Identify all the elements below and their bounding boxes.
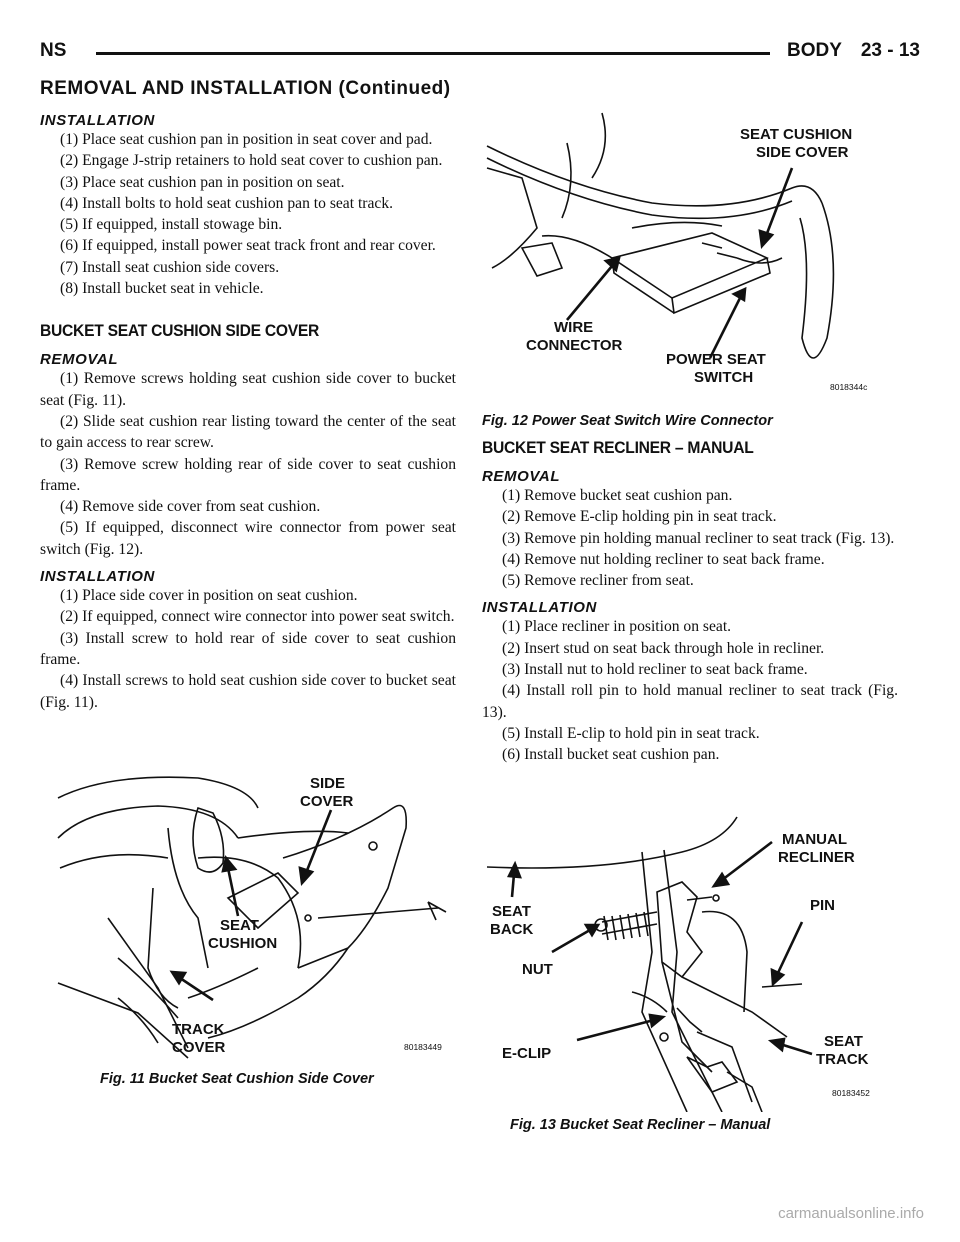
procedure-step: (5) Install E-clip to hold pin in seat track. <box>502 724 760 742</box>
fig13-label-seat-2: SEAT <box>824 1033 863 1050</box>
fig13-code: 80183452 <box>832 1088 870 1098</box>
procedure-step: (4) Install bolts to hold seat cushion pan to seat track. <box>60 194 394 212</box>
removal-subheading: REMOVAL <box>482 468 561 485</box>
fig11-label-track: TRACK <box>172 1021 225 1038</box>
figure-13-caption: Fig. 13 Bucket Seat Recliner – Manual <box>510 1117 771 1133</box>
procedure-step: (4) Remove nut holding recliner to seat back frame. <box>502 550 825 568</box>
procedure-step: (3) Place seat cushion pan in position on seat. <box>60 173 345 191</box>
fig12-label-switch: SWITCH <box>694 369 754 386</box>
procedure-step: (2) Remove E-clip holding pin in seat track. <box>502 508 777 526</box>
procedure-step: (1) Place side cover in position on seat cushion. <box>60 587 358 605</box>
procedure-step: (4) Install screws to hold seat cushion side cover to bucket seat (Fig. 11). <box>40 672 456 711</box>
fig11-label-side: SIDE <box>310 775 346 792</box>
procedure-step: (2) If equipped, connect wire connector into power seat switch. <box>60 608 455 626</box>
procedure-step: (8) Install bucket seat in vehicle. <box>60 280 264 298</box>
header-section: BODY <box>787 40 842 61</box>
procedure-step: (3) Remove pin holding manual recliner to seat track (Fig. 13). <box>502 529 895 547</box>
fig13-label-recliner: RECLINER <box>778 849 855 866</box>
page-header <box>40 40 920 74</box>
procedure-step: (2) Slide seat cushion rear listing toward the center of the seat to gain access to rear screw. <box>40 412 456 452</box>
watermark: carmanualsonline.info <box>778 1205 924 1222</box>
installation-subheading: INSTALLATION <box>40 568 155 586</box>
procedure-step: (3) Install screw to hold rear of side cover to seat cushion frame. <box>40 629 456 668</box>
procedure-step: (1) Place seat cushion pan in position in seat cover and pad. <box>60 131 433 148</box>
fig12-label-power-seat: POWER SEAT <box>666 351 766 368</box>
fig12-label-side-cover: SIDE COVER <box>756 144 849 161</box>
fig12-code: 8018344c <box>830 382 868 392</box>
side-cover-heading: BUCKET SEAT CUSHION SIDE COVER <box>40 321 320 341</box>
fig13-label-nut: NUT <box>522 961 553 978</box>
fig13-label-seat: SEAT <box>492 903 531 920</box>
figure-12-caption: Fig. 12 Power Seat Switch Wire Connector <box>482 413 773 429</box>
fig12-label-connector: CONNECTOR <box>526 337 623 354</box>
procedure-step: (3) Install nut to hold recliner to seat back frame. <box>502 661 808 679</box>
procedure-step: (7) Install seat cushion side covers. <box>60 258 280 276</box>
recliner-heading: BUCKET SEAT RECLINER – MANUAL <box>482 438 754 457</box>
left-column <box>40 112 456 713</box>
procedure-step: (5) If equipped, disconnect wire connector from power seat switch (Fig. 12). <box>40 519 456 558</box>
fig13-label-e-clip: E-CLIP <box>502 1045 552 1062</box>
right-column <box>482 438 898 766</box>
fig13-label-pin: PIN <box>810 897 836 914</box>
figure-11-illustration <box>48 768 458 1068</box>
procedure-step: (2) Insert stud on seat back through hole in recliner. <box>502 639 825 657</box>
figure-12-illustration <box>482 108 902 400</box>
procedure-step: (1) Remove screws holding seat cushion side cover to bucket seat (Fig. 11). <box>40 370 456 409</box>
procedure-step: (1) Place recliner in position on seat. <box>502 618 732 636</box>
header-right <box>773 40 920 62</box>
fig12-label-seat-cushion: SEAT CUSHION <box>740 126 853 143</box>
fig13-label-track: TRACK <box>816 1051 869 1068</box>
procedure-step: (5) If equipped, install stowage bin. <box>60 216 283 234</box>
fig11-code: 80183449 <box>404 1042 442 1052</box>
removal-subheading: REMOVAL <box>40 351 119 369</box>
procedure-step: (1) Remove bucket seat cushion pan. <box>502 487 733 504</box>
installation-subheading: INSTALLATION <box>482 599 597 617</box>
fig11-label-cover: COVER <box>300 793 354 810</box>
fig11-label-seat: SEAT <box>220 917 259 934</box>
fig12-label-wire: WIRE <box>554 319 594 336</box>
figure-13-illustration <box>482 812 902 1112</box>
procedure-step: (6) Install bucket seat cushion pan. <box>502 746 720 764</box>
fig11-label-track-cover: COVER <box>172 1039 226 1056</box>
running-head: REMOVAL AND INSTALLATION (Continued) <box>40 78 451 99</box>
procedure-step: (4) Install roll pin to hold manual recliner to seat track (Fig. 13). <box>482 682 898 721</box>
installation-subheading: INSTALLATION <box>40 112 155 129</box>
fig13-label-back: BACK <box>490 921 534 938</box>
procedure-step: (5) Remove recliner from seat. <box>502 572 694 590</box>
header-model-code: NS <box>40 40 67 61</box>
header-page-number: 23 - 13 <box>860 40 920 61</box>
header-rule <box>96 52 770 55</box>
figure-11-caption: Fig. 11 Bucket Seat Cushion Side Cover <box>100 1071 374 1087</box>
procedure-step: (6) If equipped, install power seat track front and rear cover. <box>60 237 436 255</box>
fig11-label-cushion: CUSHION <box>208 935 278 952</box>
procedure-step: (2) Engage J-strip retainers to hold seat cover to cushion pan. <box>60 152 443 170</box>
procedure-step: (4) Remove side cover from seat cushion. <box>60 498 321 516</box>
fig13-label-manual: MANUAL <box>782 831 847 848</box>
procedure-step: (3) Remove screw holding rear of side cover to seat cushion frame. <box>40 455 456 494</box>
